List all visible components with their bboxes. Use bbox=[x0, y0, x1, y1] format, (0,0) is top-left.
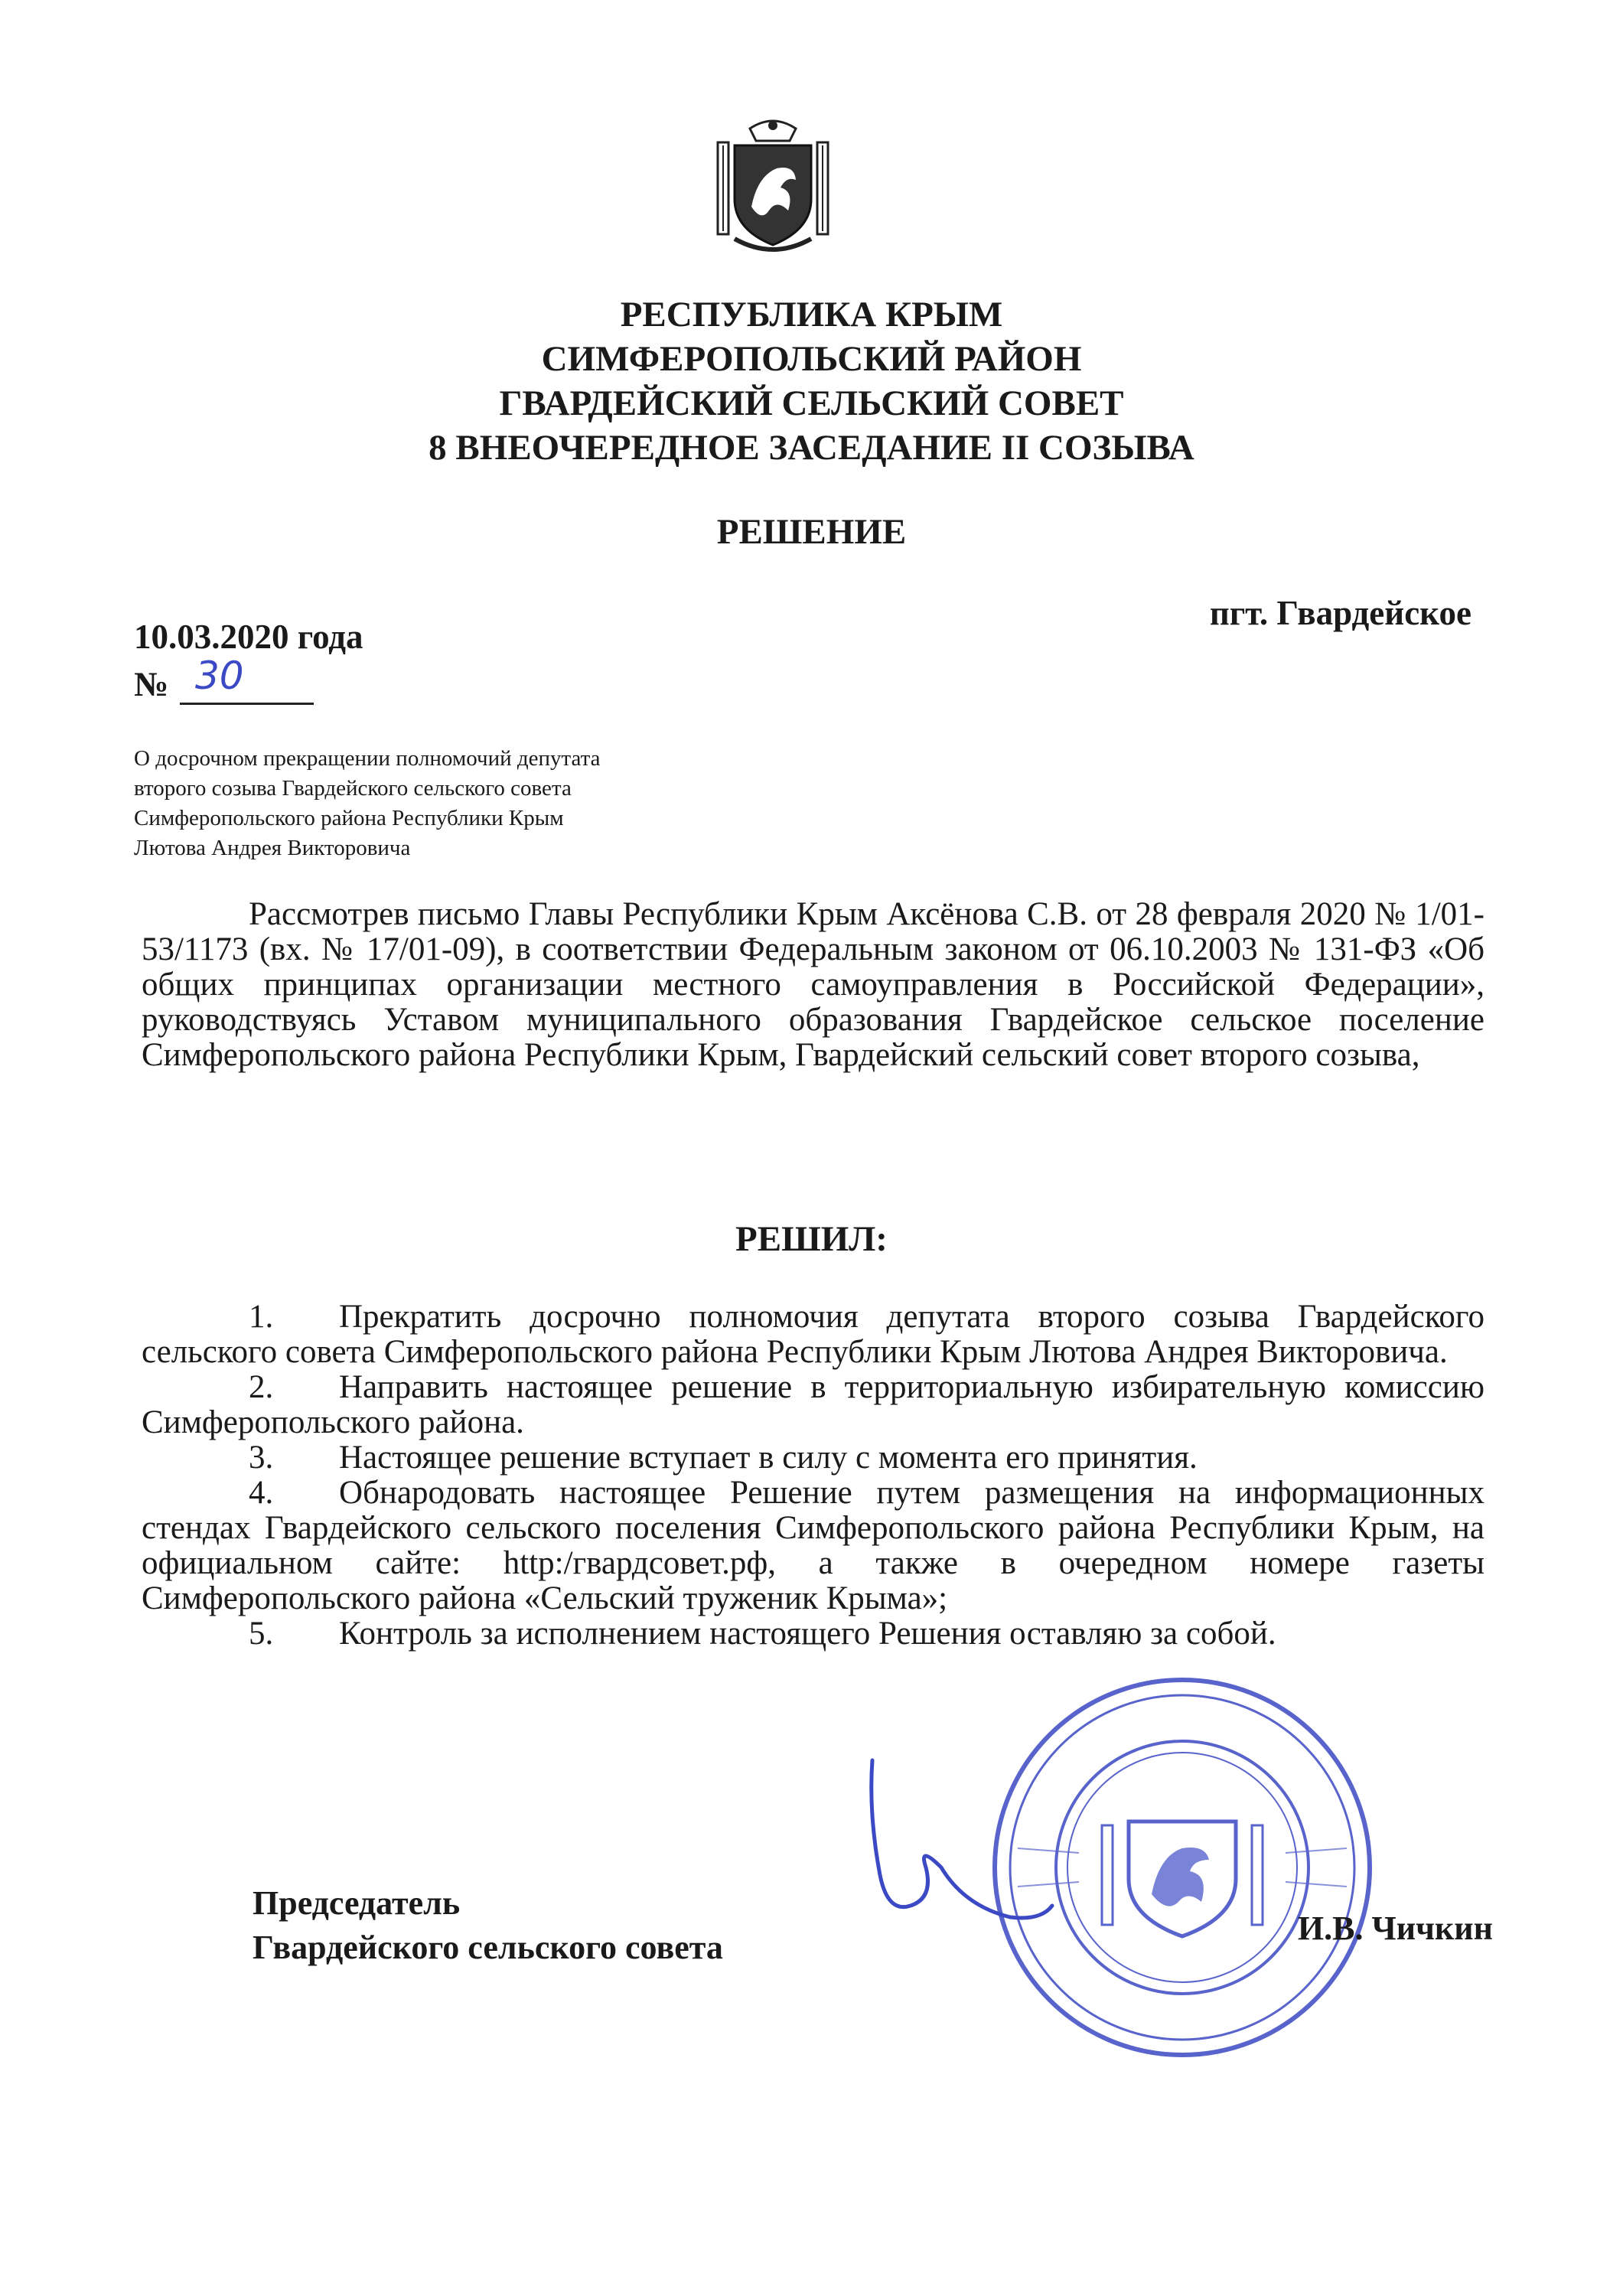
header-district: СИМФЕРОПОЛЬСКИЙ РАЙОН bbox=[541, 339, 1082, 379]
item-text: Прекратить досрочно полномочия депутата второго созыва Гвардейского сельского совета Симферопольского района Республики Крым Лютова Андрея Викторовича. bbox=[142, 1299, 1484, 1370]
decision-item bbox=[142, 1616, 1484, 1652]
item-text: Настоящее решение вступает в силу с момента его принятия. bbox=[339, 1440, 1198, 1476]
document-place: пгт. Гвардейское bbox=[1209, 594, 1471, 632]
decision-item bbox=[142, 1440, 1484, 1476]
item-text: Контроль за исполнением настоящего Решения оставляю за собой. bbox=[339, 1616, 1276, 1652]
subject-line: О досрочном прекращении полномочий депутата bbox=[134, 746, 601, 771]
item-number: 4. bbox=[249, 1475, 274, 1511]
number-label: № bbox=[134, 665, 169, 703]
subject-line: второго созыва Гвардейского сельского совета bbox=[134, 776, 572, 801]
document-title: РЕШЕНИЕ bbox=[716, 512, 907, 552]
signatory-organization: Гвардейского сельского совета bbox=[253, 1929, 723, 1966]
decision-item bbox=[142, 1300, 1484, 1370]
signatory-role: Председатель bbox=[253, 1884, 461, 1922]
item-number: 1. bbox=[249, 1299, 274, 1335]
item-text: Обнародовать настоящее Решение путем размещения на информационных стендах Гвардейского сельского поселения Симферопольского района Республики Крым, на официальном сайте: http:/гвардсовет.рф, а также в очередном номере газеты Симферопольского района «Сельский труженик Крыма»; bbox=[142, 1475, 1484, 1616]
decision-item bbox=[142, 1370, 1484, 1440]
item-number: 5. bbox=[249, 1616, 274, 1652]
subject-line: Лютова Андрея Викторовича bbox=[134, 836, 411, 860]
item-number: 3. bbox=[249, 1440, 274, 1476]
document-number bbox=[134, 654, 244, 704]
number-handwritten: 30 bbox=[195, 654, 244, 698]
decided-heading: РЕШИЛ: bbox=[735, 1219, 888, 1259]
handwritten-signature bbox=[857, 1753, 1056, 1944]
item-text: Направить настоящее решение в территориальную избирательную комиссию Симферопольского района. bbox=[142, 1369, 1484, 1440]
document-subject bbox=[134, 744, 601, 863]
decision-item bbox=[142, 1476, 1484, 1616]
signatory-block bbox=[253, 1881, 723, 1970]
header-republic: РЕСПУБЛИКА КРЫМ bbox=[620, 295, 1003, 334]
header-session: 8 ВНЕОЧЕРЕДНОЕ ЗАСЕДАНИЕ II СОЗЫВА bbox=[429, 428, 1194, 468]
subject-line: Симферопольского района Республики Крым bbox=[134, 806, 564, 830]
coat-of-arms-emblem bbox=[704, 115, 842, 260]
signatory-name: И.В. Чичкин bbox=[1297, 1910, 1493, 1947]
header-council: ГВАРДЕЙСКИЙ СЕЛЬСКИЙ СОВЕТ bbox=[499, 383, 1124, 423]
number-underline bbox=[180, 703, 314, 705]
decision-items bbox=[142, 1300, 1484, 1652]
item-number: 2. bbox=[249, 1369, 274, 1405]
document-date: 10.03.2020 года bbox=[134, 618, 363, 656]
preamble-text: Рассмотрев письмо Главы Республики Крым Аксёнова С.В. от 28 февраля 2020 № 1/01-53/1173 (вх. № 17/01-09), в соответствии Федеральным законом от 06.10.2003 № 131-ФЗ «Об общих принципах организации местного самоуправления в Российской Федерации», руководствуясь Уставом муниципального образования Гвардейское сельское поселение Симферопольского района Республики Крым, Гвардейский сельский совет второго созыва, bbox=[142, 896, 1484, 1073]
preamble bbox=[142, 897, 1484, 1073]
